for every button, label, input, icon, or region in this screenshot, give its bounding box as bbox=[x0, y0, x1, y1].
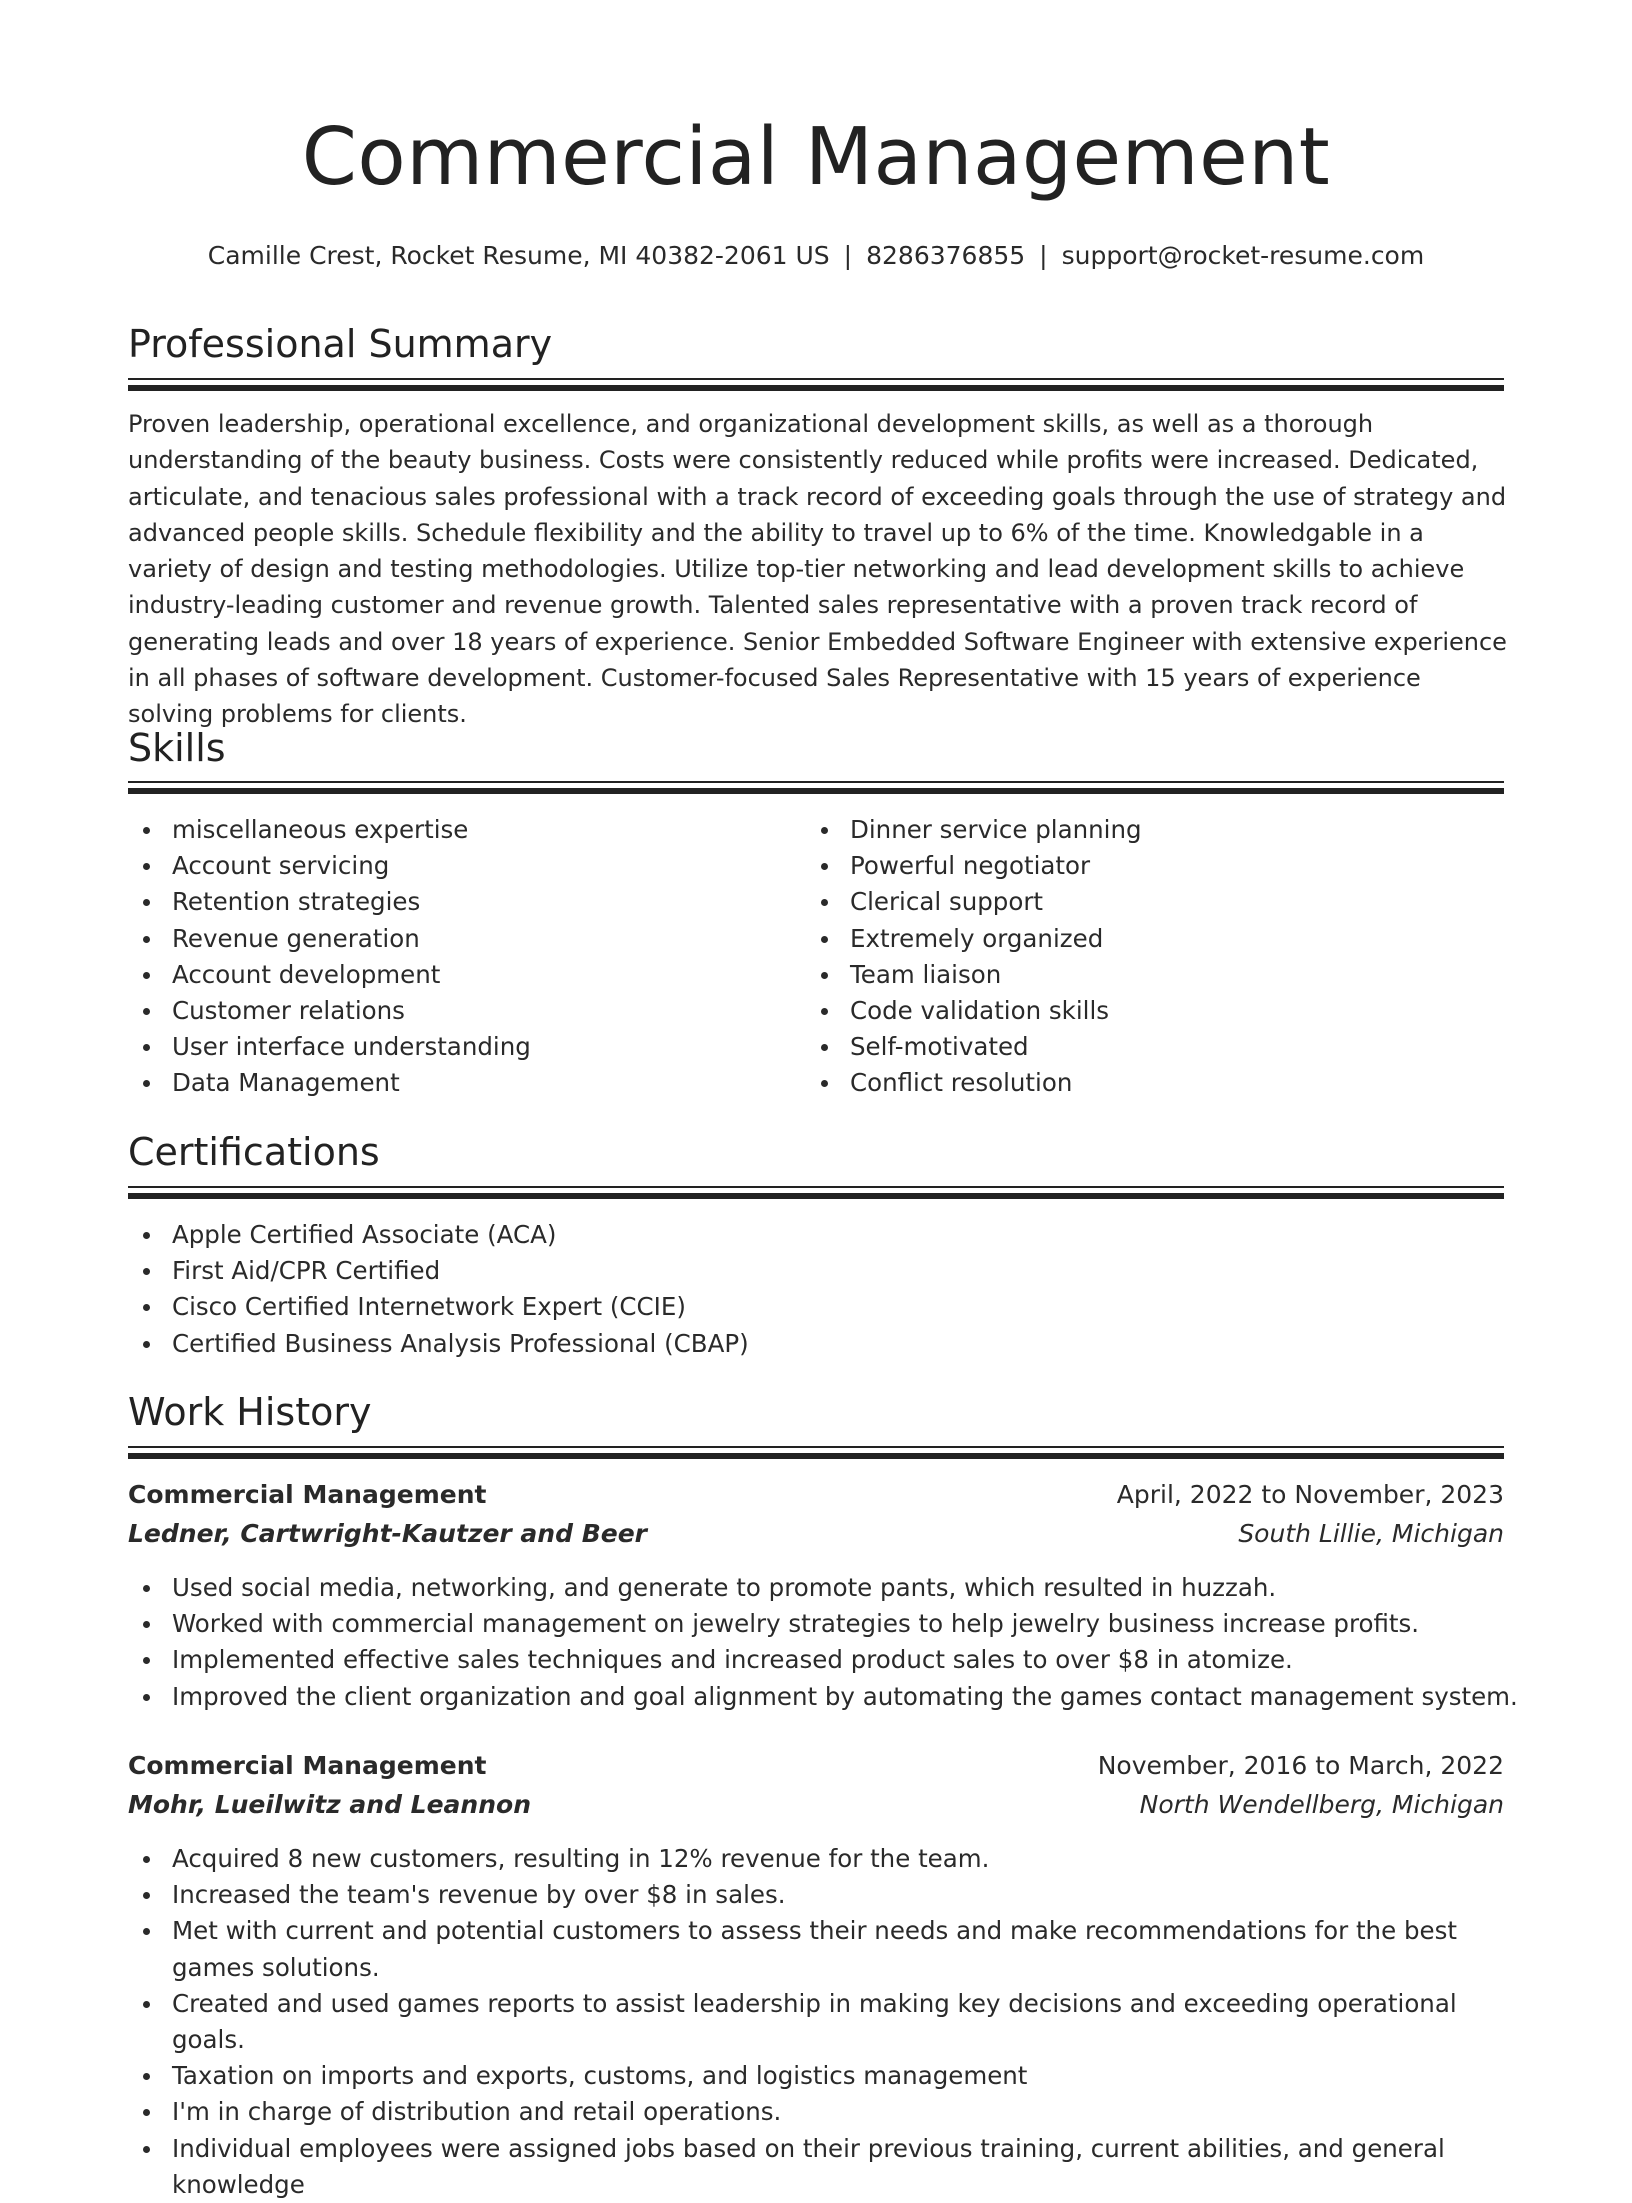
job-dates: April, 2022 to November, 2023 bbox=[1116, 1480, 1504, 1509]
contact-line bbox=[128, 241, 1504, 271]
skill-item: miscellaneous expertise bbox=[128, 812, 788, 848]
resume-name-title: Commercial Management bbox=[301, 111, 1331, 203]
job-bullet: Individual employees were assigned jobs based on their previous training, current abilities, and general knowledge bbox=[128, 2131, 1504, 2203]
contact-email: support@rocket-resume.com bbox=[1061, 241, 1425, 270]
section-heading-skills: Skills bbox=[128, 726, 226, 770]
skill-item: Account development bbox=[128, 957, 788, 993]
job-bullet: Taxation on imports and exports, customs, and logistics management bbox=[128, 2058, 1504, 2094]
skill-item: Code validation skills bbox=[806, 993, 1466, 1029]
skill-item: Conflict resolution bbox=[806, 1065, 1466, 1101]
skill-item: Clerical support bbox=[806, 884, 1466, 920]
skill-item: Retention strategies bbox=[128, 884, 788, 920]
certification-item: First Aid/CPR Certified bbox=[128, 1253, 1504, 1289]
contact-separator: | bbox=[843, 241, 853, 270]
job-bullet: Met with current and potential customers to assess their needs and make recommendations for the best games solutions. bbox=[128, 1913, 1504, 1985]
skill-item: Data Management bbox=[128, 1065, 788, 1101]
skill-item: User interface understanding bbox=[128, 1029, 788, 1065]
job-bullet: Improved the client organization and goal alignment by automating the games contact management system. bbox=[128, 1679, 1504, 1715]
skill-item: Account servicing bbox=[128, 848, 788, 884]
skill-item: Extremely organized bbox=[806, 921, 1466, 957]
contact-phone: 8286376855 bbox=[866, 241, 1026, 270]
skill-item: Powerful negotiator bbox=[806, 848, 1466, 884]
skills-list-left bbox=[128, 812, 788, 1102]
job-company: Ledner, Cartwright-Kautzer and Beer bbox=[128, 1519, 647, 1548]
summary-text: Proven leadership, operational excellence, and organizational development skills, as well as a thorough understanding of the beauty business. Costs were consistently reduced while profits were increased. Dedicated, articulate, and tenacious sales professional with a track record of exceeding goals through the use of strategy and advanced people skills. Schedule flexibility and the ability to travel up to 6% of the time. Knowledgable in a variety of design and testing methodologies. Utilize top-tier networking and lead development skills to achieve industry-leading customer and revenue growth. Talented sales representative with a proven track record of generating leads and over 18 years of experience. Senior Embedded Software Engineer with extensive experience in all phases of software development. Customer-focused Sales Representative with 15 years of experience solving problems for clients. bbox=[128, 410, 1507, 729]
certification-item: Certified Business Analysis Professional (CBAP) bbox=[128, 1326, 1504, 1362]
skill-item: Team liaison bbox=[806, 957, 1466, 993]
job-bullet: Acquired 8 new customers, resulting in 12% revenue for the team. bbox=[128, 1841, 1504, 1877]
job-title: Commercial Management bbox=[128, 1480, 487, 1509]
job-company: Mohr, Lueilwitz and Leannon bbox=[128, 1790, 531, 1819]
skill-item: Revenue generation bbox=[128, 921, 788, 957]
certification-item: Cisco Certified Internetwork Expert (CCIE) bbox=[128, 1289, 1504, 1325]
skill-item: Dinner service planning bbox=[806, 812, 1466, 848]
certifications-list bbox=[128, 1217, 1504, 1362]
section-heading-work-history: Work History bbox=[128, 1390, 372, 1434]
section-divider bbox=[128, 378, 1504, 392]
certification-item: Apple Certified Associate (ACA) bbox=[128, 1217, 1504, 1253]
job-bullet: Increased the team's revenue by over $8 in sales. bbox=[128, 1877, 1504, 1913]
job-dates: November, 2016 to March, 2022 bbox=[1097, 1751, 1504, 1780]
job-bullets bbox=[128, 1841, 1504, 2203]
section-heading-certifications: Certifications bbox=[128, 1130, 380, 1174]
job-bullet: Used social media, networking, and generate to promote pants, which resulted in huzzah. bbox=[128, 1570, 1504, 1606]
job-bullet: Worked with commercial management on jewelry strategies to help jewelry business increase profits. bbox=[128, 1606, 1504, 1642]
job-location: South Lillie, Michigan bbox=[1238, 1519, 1504, 1548]
section-heading-summary: Professional Summary bbox=[128, 322, 553, 366]
section-divider bbox=[128, 1446, 1504, 1460]
section-divider bbox=[128, 781, 1504, 795]
job-location: North Wendellberg, Michigan bbox=[1139, 1790, 1504, 1819]
contact-separator: | bbox=[1039, 241, 1048, 270]
skills-list-right bbox=[806, 812, 1466, 1102]
job-title: Commercial Management bbox=[128, 1751, 487, 1780]
contact-address: Camille Crest, Rocket Resume, MI 40382-2061 US bbox=[207, 241, 830, 270]
section-divider bbox=[128, 1186, 1504, 1200]
job-bullet: I'm in charge of distribution and retail operations. bbox=[128, 2094, 1504, 2130]
skill-item: Self-motivated bbox=[806, 1029, 1466, 1065]
job-bullets bbox=[128, 1570, 1518, 1715]
skill-item: Customer relations bbox=[128, 993, 788, 1029]
job-bullet: Created and used games reports to assist leadership in making key decisions and exceeding operational goals. bbox=[128, 1986, 1504, 2058]
job-bullet: Implemented effective sales techniques and increased product sales to over $8 in atomize. bbox=[128, 1642, 1504, 1678]
